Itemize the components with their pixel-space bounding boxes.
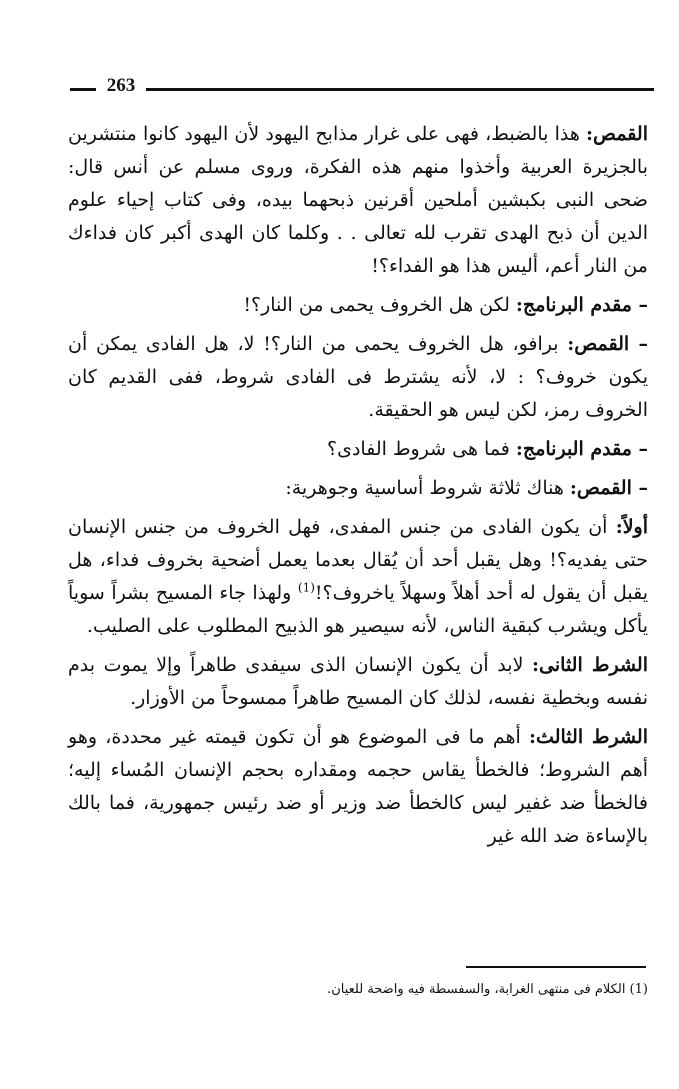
paragraph-2 bbox=[68, 289, 648, 322]
paragraph-text: هناك ثلاثة شروط أساسية وجوهرية: bbox=[285, 477, 570, 499]
paragraph-4 bbox=[68, 433, 648, 466]
page-number: 263 bbox=[106, 75, 136, 96]
header-rule-short bbox=[70, 88, 96, 91]
footnote: (1) الكلام فى منتهى الغرابة، والسفسطة فيه واضحة للعيان. bbox=[327, 982, 648, 997]
footnote-marker: (1) bbox=[297, 580, 315, 595]
speaker-label: – مقدم البرنامج: bbox=[515, 294, 648, 316]
header-rule bbox=[146, 88, 654, 91]
paragraph-text: هذا بالضبط، فهى على غرار مذابح اليهود لأن اليهود كانوا منتشرين بالجزيرة العربية وأخذوا منهم هذه الفكرة، وروى مسلم عن أنس قال: ضحى النبى بكبشين أملحين أقرنين ذبحهما بيده، وفى كتاب إحياء علوم الدين أن ذبح الهدى تقرب لله تعالى . . وكلما كان الهدى أكبر كان فداءك من النار أعم، أليس هذا هو الفداء؟! bbox=[68, 123, 648, 277]
speaker-label: – القمص: bbox=[567, 333, 648, 355]
paragraph-text: لابد أن يكون الإنسان الذى سيفدى طاهراً وإلا يموت بدم نفسه وبخطية نفسه، لذلك كان المسيح طاهراً ممسوحاً من الأوزار. bbox=[68, 654, 648, 709]
section-label: أولاً: bbox=[615, 516, 648, 538]
paragraph-text: فما هى شروط الفادى؟ bbox=[327, 438, 516, 460]
paragraph-text: أهم ما فى الموضوع هو أن تكون قيمته غير محددة، وهو أهم الشروط؛ فالخطأ يقاس حجمه ومقداره بحجم الإنسان المُساء إليه؛ فالخطأ ضد غفير ليس كالخطأ ضد وزير أو ضد رئيس جمهورية، فما بالك بالإساءة ضد الله غير bbox=[68, 726, 648, 847]
paragraph-3 bbox=[68, 328, 648, 427]
speaker-label: – القمص: bbox=[569, 477, 648, 499]
footnote-rule bbox=[466, 966, 646, 968]
paragraph-text: أن يكون الفادى من جنس المفدى، فهل الخروف من جنس الإنسان حتى يفديه؟! وهل يقبل أحد أن يُقال بعدما يعمل أضحية بخروف فداء، هل يقبل أن يقول له أحد أهلاً وسهلاً ياخروف؟! bbox=[68, 516, 649, 604]
paragraph-text-continued: ولهذا جاء المسيح بشراً سوياً يأكل ويشرب كبقية الناس، لأنه سيصير هو الذبيح المطلوب على الصليب. bbox=[68, 582, 648, 637]
paragraph-7 bbox=[68, 649, 648, 715]
paragraph-text: برافو، هل الخروف يحمى من النار؟! لا، هل الفادى يمكن أن يكون خروف؟ : لا، لأنه يشترط فى الفادى شروط، ففى القديم كان الخروف رمز، لكن ليس هو الحقيقة. bbox=[68, 333, 648, 421]
speaker-label: القمص: bbox=[586, 123, 648, 145]
paragraph-8 bbox=[68, 721, 648, 853]
paragraph-text: لكن هل الخروف يحمى من النار؟! bbox=[243, 294, 516, 316]
paragraph-6 bbox=[68, 511, 648, 643]
section-label: الشرط الثانى: bbox=[532, 654, 648, 676]
section-label: الشرط الثالث: bbox=[529, 726, 648, 748]
body-text bbox=[68, 118, 648, 853]
page-header bbox=[70, 74, 654, 98]
speaker-label: – مقدم البرنامج: bbox=[515, 438, 648, 460]
paragraph-1 bbox=[68, 118, 648, 283]
paragraph-5 bbox=[68, 472, 648, 505]
